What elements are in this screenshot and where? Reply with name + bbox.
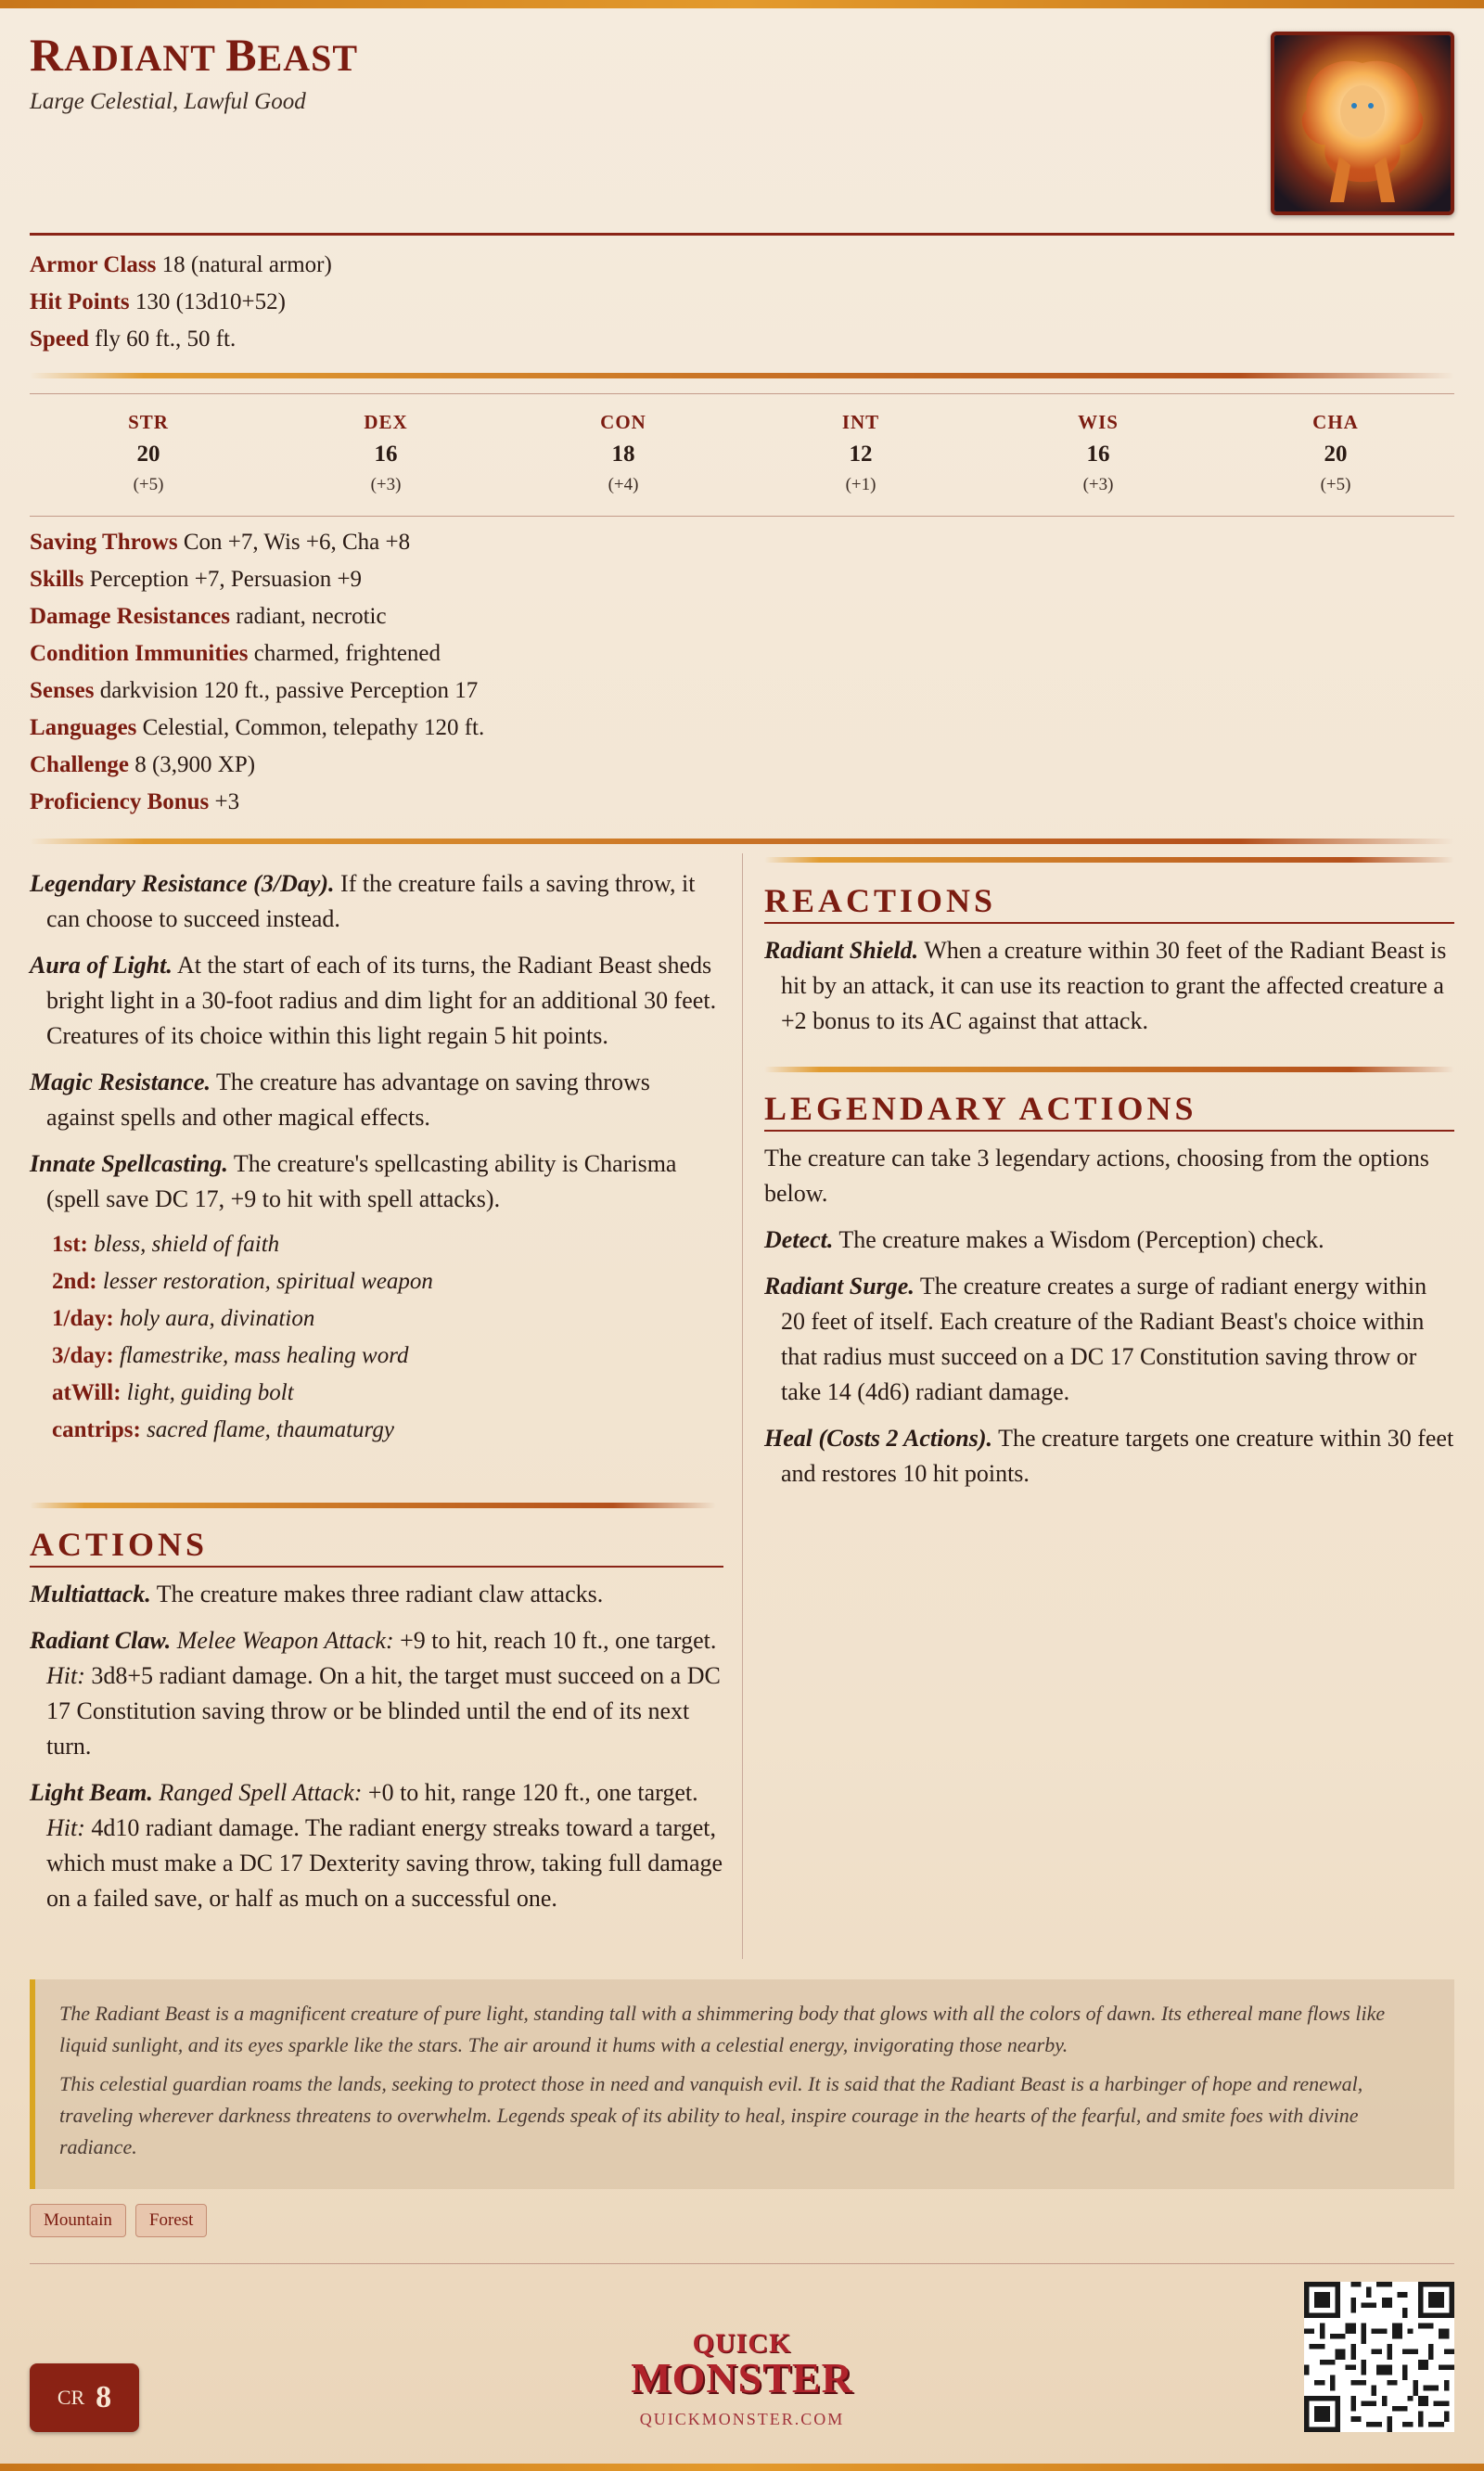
spell-row: 1/day: holy aura, divination xyxy=(52,1306,315,1331)
quickmonster-logo[interactable]: QUICK MONSTER QUICKMONSTER.COM xyxy=(612,2330,872,2429)
condition-immunities: Condition Immunities charmed, frightened xyxy=(30,641,441,666)
reactions-section xyxy=(764,883,1454,1039)
skills: Skills Perception +7, Persuasion +9 xyxy=(30,567,363,592)
footer-divider xyxy=(30,2263,1454,2264)
spell-row: 2nd: lesser restoration, spiritual weapon xyxy=(52,1269,433,1294)
header-divider xyxy=(30,233,1454,236)
senses: Senses darkvision 120 ft., passive Perception 17 xyxy=(30,678,479,703)
trait-magic-resistance: Magic Resistance. The creature has advantage on saving throws against spells and other magical effects. xyxy=(30,1069,650,1131)
hit-points: Hit Points 130 (13d10+52) xyxy=(30,289,286,314)
actions-section xyxy=(30,1527,723,1916)
top-accent-bar xyxy=(0,0,1484,8)
tag-mountain[interactable]: Mountain xyxy=(30,2204,126,2237)
basic-stats xyxy=(30,247,332,358)
legendary-actions-section xyxy=(764,1091,1454,1492)
properties xyxy=(30,524,484,821)
lore-paragraph: The Radiant Beast is a magnificent creature of pure light, standing tall with a shimmering body that glows with all the colors of dawn. Its ethereal mane flows like liquid sunlight, and its eyes sparkle like the stars. The air around it hums with a celestial energy, invigorating those nearby. xyxy=(59,2002,1386,2056)
legendary-heal: Heal (Costs 2 Actions). The creature targets one creature within 30 feet and restores 10 hit points. xyxy=(764,1425,1454,1487)
column-divider xyxy=(742,853,743,1959)
bottom-accent-bar xyxy=(0,2464,1484,2471)
trait-aura-of-light: Aura of Light. At the start of each of its turns, the Radiant Beast sheds bright light in a 30-foot radius and dim light for an additional 30 feet. Creatures of its choice within this light regain 5 hit points. xyxy=(30,952,717,1049)
section-divider xyxy=(30,839,1454,844)
ability-dex: DEX 16 (+3) xyxy=(364,411,408,494)
action-light-beam: Light Beam. Ranged Spell Attack: +0 to hit, range 120 ft., one target. Hit: 4d10 radiant damage. The radiant energy streaks toward a target, which must make a DC 17 Dexterity saving throw, taking full damage on a failed save, or half as much on a successful one. xyxy=(30,1779,723,1912)
section-divider xyxy=(30,1503,716,1508)
spell-row: 1st: bless, shield of faith xyxy=(52,1232,280,1257)
section-divider xyxy=(764,1067,1454,1072)
saving-throws: Saving Throws Con +7, Wis +6, Cha +8 xyxy=(30,530,411,555)
qr-code[interactable] xyxy=(1304,2282,1454,2432)
site-url[interactable]: QUICKMONSTER.COM xyxy=(639,2410,845,2428)
legendary-radiant-surge: Radiant Surge. The creature creates a surge of radiant energy within 20 feet of itself. Each creature of the Radiant Beast's choice within that radius must succeed on a DC 17 Constitution saving throw or take 14 (4d6) radiant damage. xyxy=(764,1273,1427,1405)
legendary-actions-heading: LEGENDARY ACTIONS xyxy=(764,1091,1454,1132)
spell-list xyxy=(30,1226,723,1449)
actions-heading: ACTIONS xyxy=(30,1527,723,1568)
reactions-heading: REACTIONS xyxy=(764,883,1454,924)
ability-str: STR 20 (+5) xyxy=(128,411,169,494)
ability-int: INT 12 (+1) xyxy=(841,411,880,494)
creature-type: Large Celestial, Lawful Good xyxy=(30,89,306,114)
left-column xyxy=(30,866,723,1449)
languages: Languages Celestial, Common, telepathy 120 ft. xyxy=(30,715,485,740)
tag-forest[interactable]: Forest xyxy=(135,2204,208,2237)
spell-row: cantrips: sacred flame, thaumaturgy xyxy=(52,1417,394,1442)
ability-scores xyxy=(30,394,1454,515)
section-divider xyxy=(30,373,1454,378)
armor-class: Armor Class 18 (natural armor) xyxy=(30,252,332,277)
environment-tags xyxy=(30,2204,207,2237)
section-divider xyxy=(764,857,1454,863)
cr-badge: CR 8 xyxy=(30,2363,139,2432)
damage-resistances: Damage Resistances radiant, necrotic xyxy=(30,604,387,629)
challenge: Challenge 8 (3,900 XP) xyxy=(30,752,256,777)
radiant-beast-portrait xyxy=(1271,32,1454,215)
spell-row: atWill: light, guiding bolt xyxy=(52,1380,294,1405)
ability-con: CON 18 (+4) xyxy=(600,411,646,494)
lore-box xyxy=(30,1979,1454,2189)
spell-row: 3/day: flamestrike, mass healing word xyxy=(52,1343,409,1368)
lore-paragraph: This celestial guardian roams the lands, seeking to protect those in need and vanquish evil. It is said that the Radiant Beast is a harbinger of hope and renewal, traveling wherever darkness threatens to overwhelm. Legends speak of its ability to heal, inspire courage in the hearts of the fearful, and smite foes with divine radiance. xyxy=(59,2072,1363,2158)
ability-wis: WIS 16 (+3) xyxy=(1078,411,1119,494)
action-multiattack: Multiattack. The creature makes three radiant claw attacks. xyxy=(30,1581,604,1607)
legendary-intro: The creature can take 3 legendary actions, choosing from the options below. xyxy=(764,1145,1429,1207)
trait-innate-spellcasting: Innate Spellcasting. The creature's spellcasting ability is Charisma (spell save DC 17, +9 to hit with spell attacks). xyxy=(30,1150,677,1212)
stat-block-header xyxy=(30,28,1454,234)
creature-name: RADIANT BEAST xyxy=(30,29,359,81)
speed: Speed fly 60 ft., 50 ft. xyxy=(30,326,237,352)
legendary-detect: Detect. The creature makes a Wisdom (Perception) check. xyxy=(764,1226,1324,1253)
action-radiant-claw: Radiant Claw. Melee Weapon Attack: +9 to hit, reach 10 ft., one target. Hit: 3d8+5 radiant damage. On a hit, the target must succeed on a DC 17 Constitution saving throw or be blinded until the end of its next turn. xyxy=(30,1627,721,1760)
proficiency-bonus: Proficiency Bonus +3 xyxy=(30,789,240,814)
ability-bottom-rule xyxy=(30,516,1454,517)
trait-legendary-resistance: Legendary Resistance (3/Day). If the creature fails a saving throw, it can choose to succeed instead. xyxy=(30,870,696,932)
ability-cha: CHA 20 (+5) xyxy=(1312,411,1359,494)
reaction-radiant-shield: Radiant Shield. When a creature within 30 feet of the Radiant Beast is hit by an attack, it can use its reaction to grant the affected creature a +2 bonus to its AC against that attack. xyxy=(764,937,1447,1034)
